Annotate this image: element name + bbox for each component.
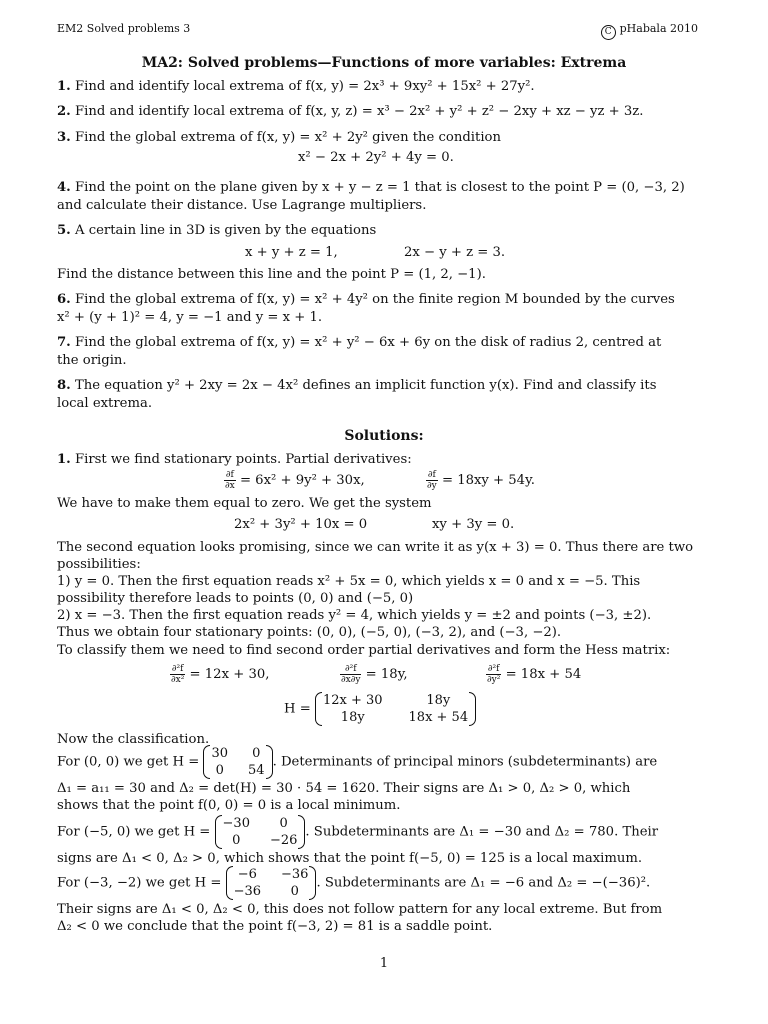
hess-cell-12: 18y — [426, 693, 451, 708]
solution-1-possibilities: possibilities: — [57, 557, 141, 572]
hess-label: H = — [284, 701, 311, 717]
fy-num: ∂f — [427, 470, 436, 480]
solution-1-four-points: Thus we obtain four stationary points: (0, 0), (−5, 0), (−3, 2), and (−3, −2). — [57, 625, 562, 640]
case-32-pre: For (−3, −2) we get H = — [57, 875, 222, 891]
c32-cell-22: 0 — [290, 884, 299, 899]
problem-3 — [57, 129, 715, 147]
problem-3-text: Find the global extrema of f(x, y) = x² + 2y² given the condition — [74, 130, 501, 145]
partial-fx — [224, 470, 365, 491]
problem-5-eq1: x + y + z = 1, — [245, 245, 338, 260]
case-00-post: . Determinants of principal minors (subdeterminants) are — [272, 754, 658, 770]
solution-1-now-class: Now the classification. — [57, 732, 210, 747]
problem-6-num: 6. — [57, 292, 71, 307]
c32-cell-11: −6 — [237, 867, 257, 882]
problem-3-condition: x² − 2x + 2y² + 4y = 0. — [298, 150, 454, 165]
fyy-fraction — [486, 664, 501, 685]
c00-cell-22: 54 — [248, 763, 265, 778]
case-50-matrix — [215, 815, 306, 849]
solution-1-case2: 2) x = −3. Then the first equation reads y² = 4, which yields y = ±2 and points (−3, ±2). — [57, 608, 652, 623]
problem-4-line2: and calculate their distance. Use Lagrange multipliers. — [57, 198, 427, 213]
c00-cell-11: 30 — [211, 746, 229, 761]
problem-6-text: Find the global extrema of f(x, y) = x² + 4y² on the finite region M bounded by the curves — [74, 292, 675, 307]
problem-1-text: Find and identify local extrema of f(x, y) = 2x³ + 9xy² + 15x² + 27y². — [74, 79, 535, 94]
problem-7-num: 7. — [57, 335, 71, 350]
solution-1-num: 1. — [57, 452, 71, 467]
case-32-line3: Δ₂ < 0 we conclude that the point f(−3, 2) = 81 is a saddle point. — [57, 919, 493, 934]
problem-2-num: 2. — [57, 104, 71, 119]
c32-cell-12: −36 — [281, 867, 309, 882]
fyy-rhs: = 18x + 54 — [505, 667, 582, 682]
solution-1-to-classify: To classify them we need to find second order partial derivatives and form the Hess matrix: — [57, 643, 671, 658]
c32-cell-21: −36 — [233, 884, 262, 899]
fy-den: ∂y — [427, 481, 437, 491]
problem-5 — [57, 222, 715, 240]
c00-cell-12: 0 — [252, 746, 261, 761]
c50-cell-22: −26 — [269, 833, 298, 848]
header-right — [601, 22, 698, 40]
solution-1-intro-text: First we find stationary points. Partial derivatives: — [74, 452, 412, 467]
problem-2-text: Find and identify local extrema of f(x, y, z) = x³ − 2x² + y² + z² − 2xy + xz − yz + 3z. — [74, 104, 644, 119]
fxy-rhs: = 18y, — [365, 667, 408, 682]
fxx-den: ∂x² — [171, 675, 185, 685]
problem-6 — [57, 291, 715, 309]
hess-cell-21: 18y — [340, 710, 365, 725]
case-00-pre: For (0, 0) we get H = — [57, 754, 200, 770]
problem-7-line2: the origin. — [57, 353, 127, 368]
case-32-post: . Subdeterminants are Δ₁ = −6 and Δ₂ = −(−36)². — [316, 875, 651, 891]
problem-5-line2: Find the distance between this line and the point P = (1, 2, −1). — [57, 267, 486, 282]
hess-matrix-general — [284, 692, 476, 726]
fxy-fraction — [340, 664, 361, 685]
c00-cell-21: 0 — [215, 763, 224, 778]
c50-cell-21: 0 — [232, 833, 241, 848]
system-eq1: 2x² + 3y² + 10x = 0 — [234, 517, 368, 532]
solution-1-make-zero: We have to make them equal to zero. We get the system — [57, 496, 432, 511]
case-00-matrix — [203, 745, 272, 779]
fx-fraction — [224, 470, 236, 491]
problem-8-num: 8. — [57, 378, 71, 393]
problem-1-num: 1. — [57, 79, 71, 94]
case-50-line2: signs are Δ₁ < 0, Δ₂ > 0, which shows that the point f(−5, 0) = 125 is a local maximum. — [57, 851, 643, 866]
header-right-text: pHabala 2010 — [619, 22, 698, 35]
solution-1-intro — [57, 451, 715, 469]
solution-1-case1a: 1) y = 0. Then the first equation reads x² + 5x = 0, which yields x = 0 and x = −5. This — [57, 574, 641, 589]
fxx-num: ∂²f — [171, 664, 184, 674]
fx-num: ∂f — [225, 470, 234, 480]
case-32-line2: Their signs are Δ₁ < 0, Δ₂ < 0, this does not follow pattern for any local extreme. But from — [57, 902, 663, 917]
second-fyy — [486, 664, 581, 685]
problem-8 — [57, 377, 715, 395]
case-00-line3: shows that the point f(0, 0) = 0 is a local minimum. — [57, 798, 401, 813]
problem-1 — [57, 78, 715, 96]
problem-7-text: Find the global extrema of f(x, y) = x² + y² − 6x + 6y on the disk of radius 2, centred at — [74, 335, 662, 350]
fxx-fraction — [170, 664, 185, 685]
case-00-line1 — [57, 745, 715, 779]
case-50-post: . Subdeterminants are Δ₁ = −30 and Δ₂ = 780. Their — [305, 824, 659, 840]
case-32-line1 — [57, 866, 715, 900]
case-50-line1 — [57, 815, 715, 849]
solution-1-promising: The second equation looks promising, since we can write it as y(x + 3) = 0. Thus there are two — [57, 540, 694, 555]
hess-cell-22: 18x + 54 — [408, 710, 469, 725]
problem-3-num: 3. — [57, 130, 71, 145]
fyy-num: ∂²f — [487, 664, 500, 674]
fxx-rhs: = 12x + 30, — [189, 667, 270, 682]
problem-8-text: The equation y² + 2xy = 2x − 4x² defines an implicit function y(x). Find and classify its — [74, 378, 657, 393]
fyy-den: ∂y² — [487, 675, 501, 685]
case-50-pre: For (−5, 0) we get H = — [57, 824, 211, 840]
problem-5-text: A certain line in 3D is given by the equations — [74, 223, 377, 238]
problem-4 — [57, 179, 715, 197]
fy-rhs: = 18xy + 54y. — [441, 473, 535, 488]
solution-1-case1b: possibility therefore leads to points (0, 0) and (−5, 0) — [57, 591, 414, 606]
problem-8-line2: local extrema. — [57, 396, 153, 411]
hess-cell-11: 12x + 30 — [322, 693, 383, 708]
c50-cell-12: 0 — [279, 816, 288, 831]
partial-fy — [426, 470, 535, 491]
c50-cell-11: −30 — [222, 816, 250, 831]
copyright-icon: C — [601, 25, 616, 40]
problem-5-eq2: 2x − y + z = 3. — [404, 245, 506, 260]
problem-5-num: 5. — [57, 223, 71, 238]
problem-2 — [57, 103, 715, 121]
fx-den: ∂x — [225, 481, 235, 491]
fy-fraction — [426, 470, 438, 491]
system-eq2: xy + 3y = 0. — [432, 517, 515, 532]
fx-rhs: = 6x² + 9y² + 30x, — [239, 473, 365, 488]
problem-4-num: 4. — [57, 180, 71, 195]
hess-matrix — [315, 692, 476, 726]
fxy-den: ∂x∂y — [341, 675, 361, 685]
problem-6-line2: x² + (y + 1)² = 4, y = −1 and y = x + 1. — [57, 310, 323, 325]
problem-7 — [57, 334, 715, 352]
second-fxy — [340, 664, 408, 685]
fxy-num: ∂²f — [340, 664, 361, 675]
page-title: MA2: Solved problems—Functions of more variables: Extrema — [141, 55, 627, 71]
header-left: EM2 Solved problems 3 — [57, 22, 191, 35]
solutions-heading: Solutions: — [344, 428, 424, 444]
problem-4-text: Find the point on the plane given by x + y − z = 1 that is closest to the point P = (0, −3, 2) — [74, 180, 685, 195]
page-number: 1 — [379, 956, 389, 971]
second-fxx — [170, 664, 269, 685]
case-00-line2: Δ₁ = a₁₁ = 30 and Δ₂ = det(H) = 30 · 54 = 1620. Their signs are Δ₁ > 0, Δ₂ > 0, which — [57, 781, 631, 796]
case-32-matrix — [226, 866, 317, 900]
